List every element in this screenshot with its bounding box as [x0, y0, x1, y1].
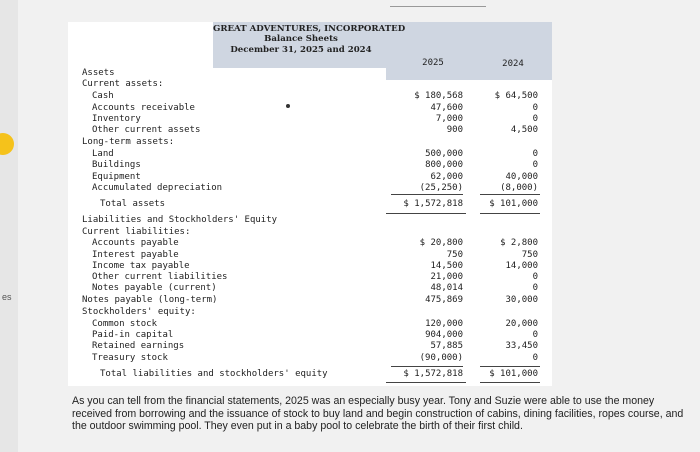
row-label: Other current assets [92, 125, 201, 135]
statement-title: Balance Sheets [264, 34, 338, 44]
value-2024: 0 [532, 114, 538, 124]
year-2025-header: 2025 [422, 58, 444, 68]
row-label: Total liabilities and stockholders' equity [100, 369, 328, 379]
value-2024: $ 101,000 [489, 369, 538, 379]
value-2025: 900 [446, 125, 463, 135]
row-label: Total assets [100, 199, 166, 209]
value-2024: 0 [532, 353, 538, 363]
row-label: Accumulated depreciation [92, 183, 223, 193]
value-2024: $ 101,000 [489, 199, 538, 209]
value-2024: 14,000 [505, 261, 538, 271]
value-2025: 14,500 [430, 261, 463, 271]
value-2025: 7,000 [435, 114, 463, 124]
row-label: Common stock [92, 319, 158, 329]
balance-sheet [68, 22, 552, 386]
description-paragraph: As you can tell from the financial statements, 2025 was an especially busy year. Tony and Suzie were able to use the money received from borrowing and the issuance of stock to buy land and begin construction of cabins, dining facilities, ropes course, and the outdoor swimming pool. They even put in a baby pool to celebrate the birth of their first child. [72, 395, 684, 432]
value-2024: 0 [532, 160, 538, 170]
rule-assets-2024 [480, 194, 540, 195]
value-2024: $ 2,800 [500, 238, 538, 248]
value-2024: 0 [532, 283, 538, 293]
double-rule-total-assets-2025 [386, 213, 466, 214]
top-rule [390, 6, 486, 7]
value-2025: 57,885 [430, 341, 463, 351]
row-label: Long-term assets: [82, 137, 175, 147]
value-2024: 4,500 [510, 125, 538, 135]
double-rule-total-assets-2024 [480, 213, 540, 214]
rule-equity-2025 [391, 366, 463, 367]
value-2025: 475,869 [425, 295, 463, 305]
value-2024: $ 64,500 [494, 91, 538, 101]
row-label: Notes payable (long-term) [82, 295, 218, 305]
value-2025: 750 [446, 250, 463, 260]
year-2024-header: 2024 [502, 59, 524, 69]
row-label: Accounts payable [92, 238, 179, 248]
value-2025: 62,000 [430, 172, 463, 182]
row-label: Cash [92, 91, 114, 101]
statement-date: December 31, 2025 and 2024 [230, 45, 372, 55]
value-2025: 904,000 [425, 330, 463, 340]
double-rule-total-le-2025 [386, 382, 466, 383]
value-2025: 500,000 [425, 149, 463, 159]
value-2025: 800,000 [425, 160, 463, 170]
row-label: Equipment [92, 172, 141, 182]
row-label: Stockholders' equity: [82, 307, 196, 317]
row-label: Liabilities and Stockholders' Equity [82, 215, 278, 225]
left-edge-panel [0, 0, 18, 452]
value-2025: $ 20,800 [419, 238, 463, 248]
value-2025: 21,000 [430, 272, 463, 282]
company-name: GREAT ADVENTURES, INCORPORATED [213, 24, 406, 34]
value-2025: $ 1,572,818 [403, 199, 463, 209]
row-label: Paid-in capital [92, 330, 174, 340]
value-2025: 48,014 [430, 283, 463, 293]
value-2025: $ 180,568 [414, 91, 463, 101]
value-2024: 0 [532, 103, 538, 113]
row-label: Land [92, 149, 114, 159]
row-label: Interest payable [92, 250, 179, 260]
row-label: Treasury stock [92, 353, 168, 363]
value-2024: (8,000) [500, 183, 538, 193]
value-2024: 0 [532, 272, 538, 282]
row-label: Inventory [92, 114, 141, 124]
row-label: Buildings [92, 160, 141, 170]
edge-text: es [2, 292, 12, 302]
row-label: Assets [82, 68, 115, 78]
row-label: Retained earnings [92, 341, 185, 351]
row-label: Notes payable (current) [92, 283, 217, 293]
value-2024: 40,000 [505, 172, 538, 182]
row-label: Current liabilities: [82, 227, 191, 237]
bullet-icon [286, 104, 290, 108]
rule-equity-2024 [480, 366, 540, 367]
value-2025: (90,000) [419, 353, 463, 363]
value-2025: (25,250) [419, 183, 463, 193]
value-2025: $ 1,572,818 [403, 369, 463, 379]
rule-assets-2025 [391, 194, 463, 195]
row-label: Other current liabilities [92, 272, 228, 282]
value-2024: 0 [532, 330, 538, 340]
value-2024: 30,000 [505, 295, 538, 305]
value-2024: 0 [532, 149, 538, 159]
value-2025: 47,600 [430, 103, 463, 113]
value-2024: 750 [521, 250, 538, 260]
row-label: Income tax payable [92, 261, 190, 271]
double-rule-total-le-2024 [480, 382, 540, 383]
value-2024: 33,450 [505, 341, 538, 351]
row-label: Accounts receivable [92, 103, 195, 113]
value-2025: 120,000 [425, 319, 463, 329]
row-label: Current assets: [82, 79, 164, 89]
value-2024: 20,000 [505, 319, 538, 329]
